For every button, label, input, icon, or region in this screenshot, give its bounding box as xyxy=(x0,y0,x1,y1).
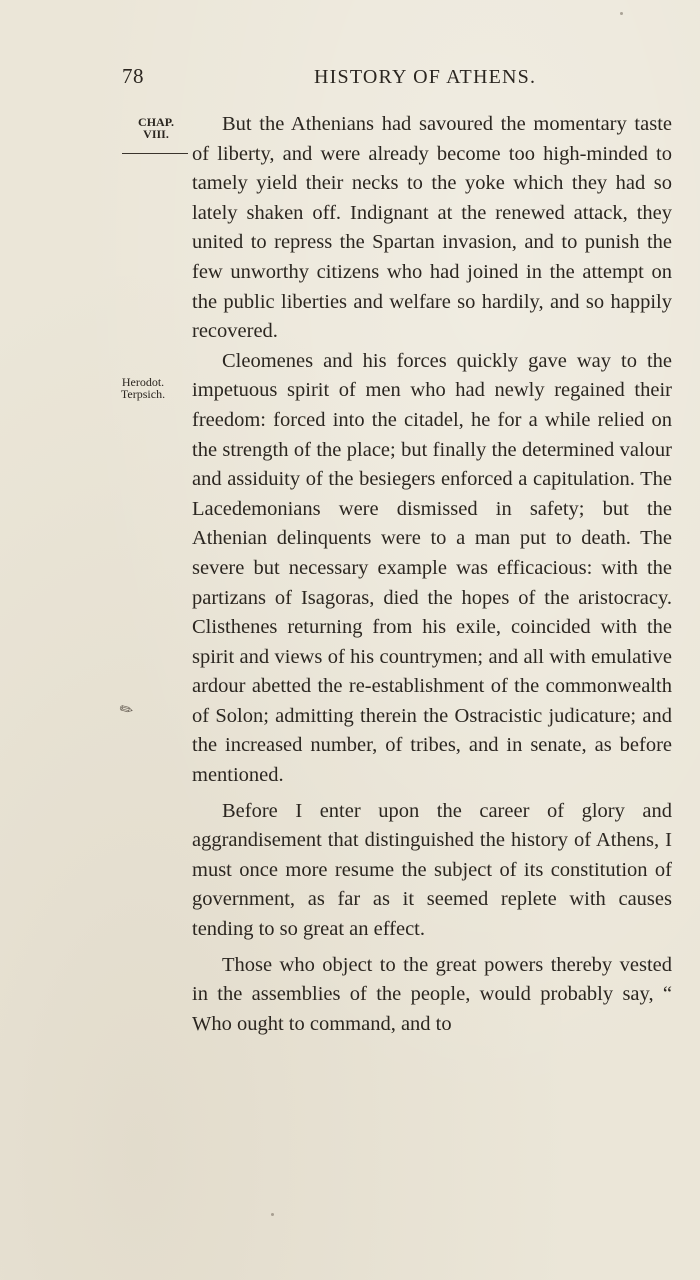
citation-book: Terpsich. xyxy=(120,387,166,401)
paragraph-3: Before I enter upon the career of glory and aggrandisement that distinguished the history of Athens, I must once more resume the subject of its constitution of government, as far as it seemed replete with causes tending to so great an effect. xyxy=(192,799,672,941)
chapter-marker xyxy=(128,116,184,140)
body-text xyxy=(192,110,672,1039)
ink-mark-icon: ✎ xyxy=(116,699,138,722)
chapter-number: VIII. xyxy=(143,127,169,141)
paragraph-2: Cleomenes and his forces quickly gave way to the impetuous spirit of men who had newly regained their freedom: forced into the citadel, he for a while relied on the strength of the place; but finally the determined valour and assiduity of the besiegers enforced a capitulation. The Lacedemonians were dismissed in safety; but the Athenian delinquents were to a man put to death. The severe but necessary example was efficacious: with the partizans of Isagoras, died the hopes of the aristocracy. Clisthenes returning from his exile, coincided with the spirit and views of his countrymen; and all with emulative ardour abetted the re-establishment of the commonwealth of Solon; admitting therein the Ostracistic judicature; and the increased number, of tribes, and in senate, as before mentioned. xyxy=(192,349,672,787)
paper-fleck xyxy=(620,12,623,15)
page-number: 78 xyxy=(122,64,144,88)
paper-fleck xyxy=(271,1213,274,1216)
citation-author: Herodot. xyxy=(121,375,165,389)
chapter-label: CHAP. xyxy=(138,115,174,129)
running-head xyxy=(122,64,670,96)
margin-citation xyxy=(108,376,178,400)
chapter-rule xyxy=(122,153,188,154)
paragraph-4: Those who object to the great powers thereby vested in the assemblies of the people, would probably say, “ Who ought to command, and to xyxy=(192,953,672,1035)
paragraph-1: But the Athenians had savoured the momentary taste of liberty, and were already become too high-minded to tamely yield their necks to the yoke which they had so lately shaken off. Indignant at the renewed attack, they united to repress the Spartan invasion, and to punish the few unworthy citizens who had joined in the attempt on the public liberties and welfare so hardily, and so happily recovered. xyxy=(192,113,672,343)
running-title: HISTORY OF ATHENS. xyxy=(314,66,537,88)
